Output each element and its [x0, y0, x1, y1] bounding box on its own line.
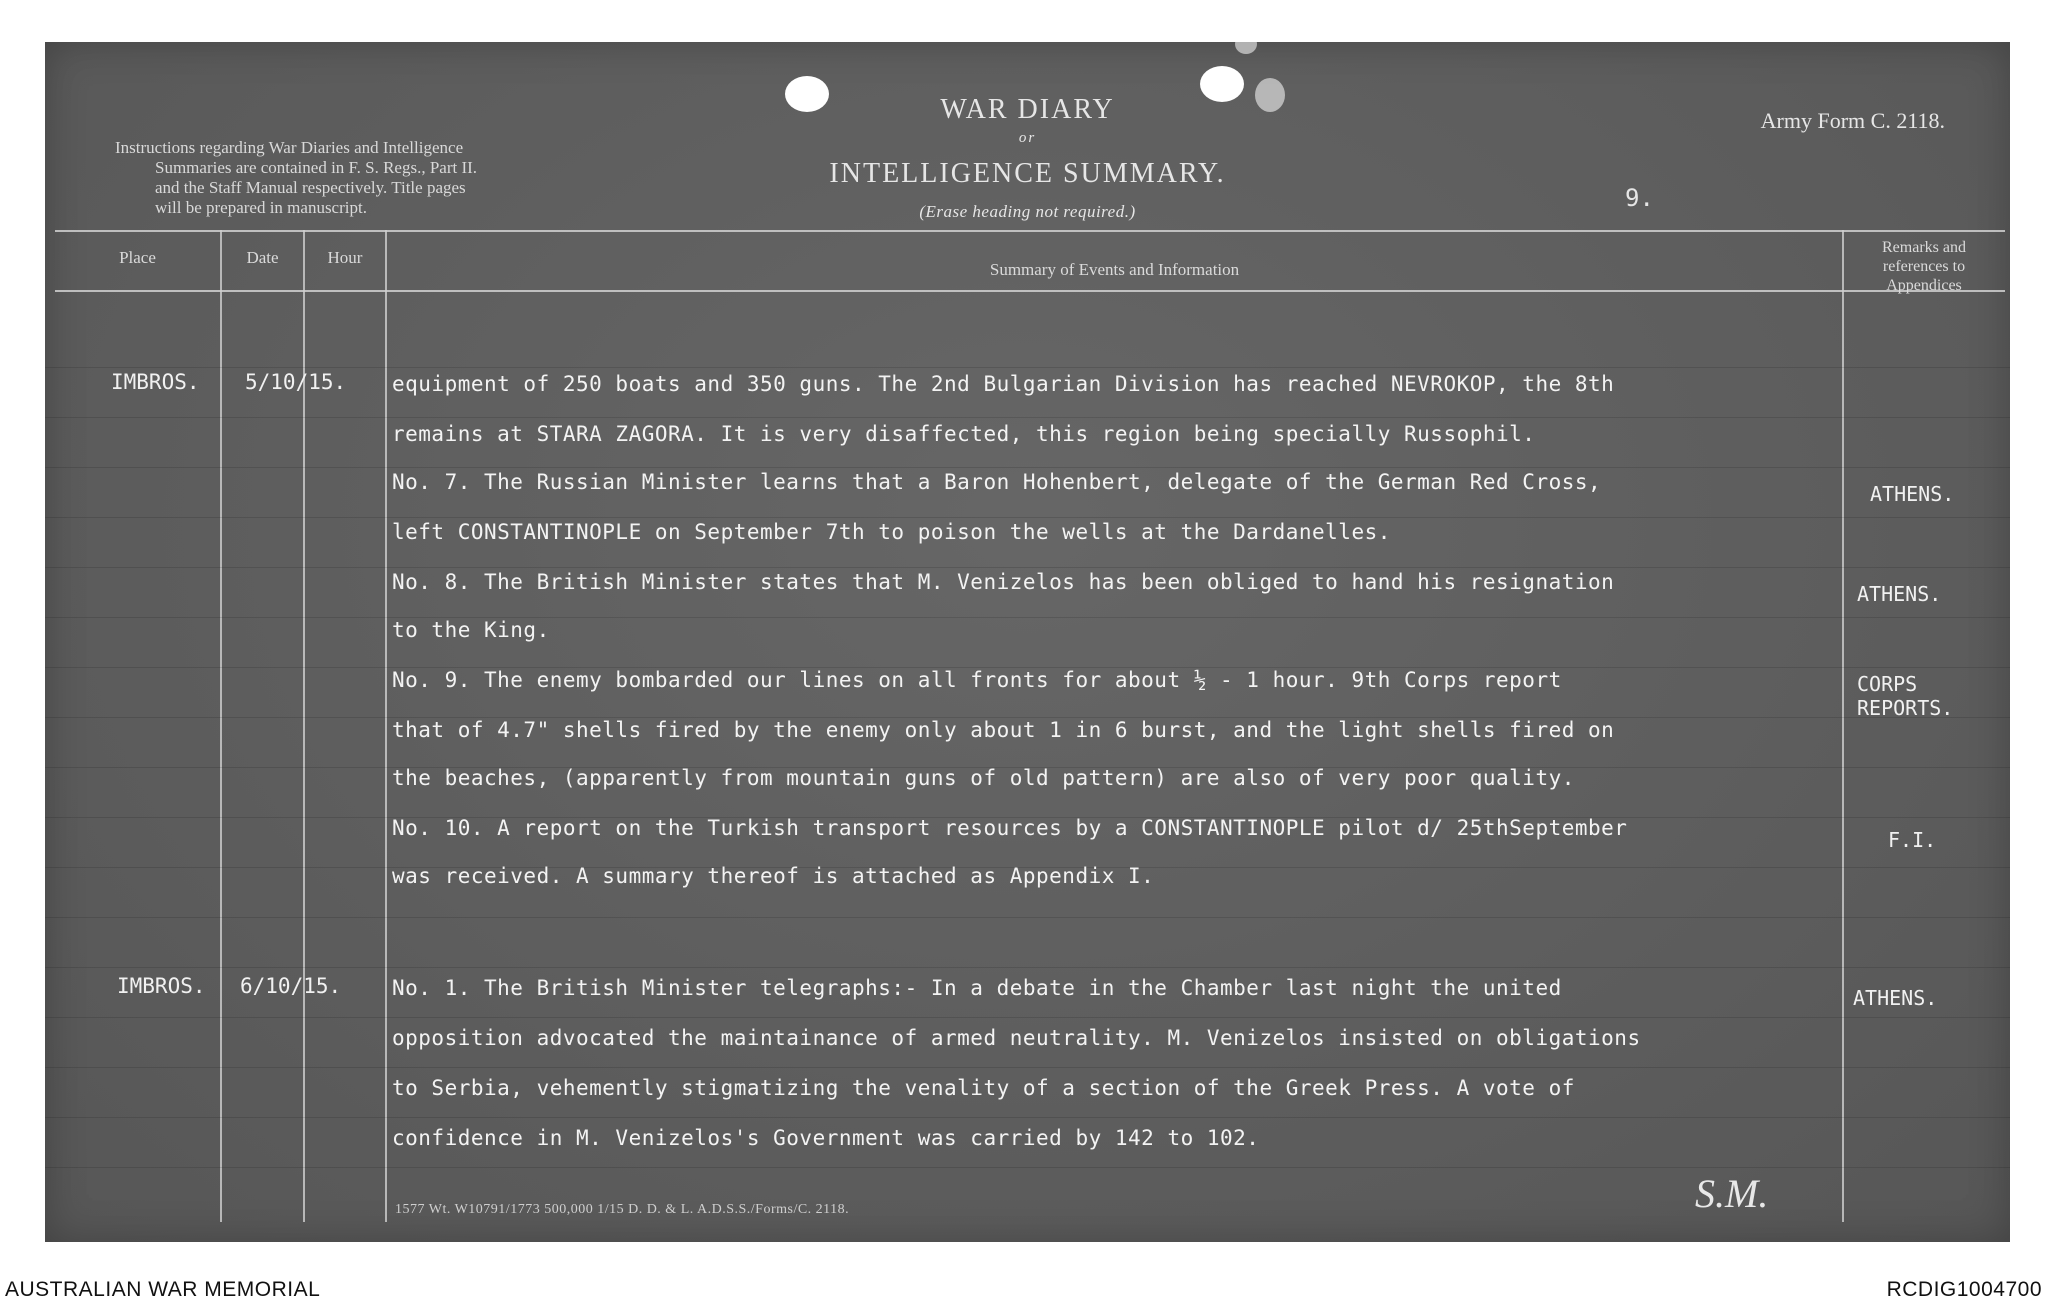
summary-line: No. 1. The British Minister telegraphs:- In a debate in the Chamber last night the united [392, 976, 1562, 1000]
table-top-rule [55, 230, 2005, 232]
col-remarks-line: Appendices [1886, 277, 1962, 294]
instructions-line: Instructions regarding War Diaries and Intelligence [115, 138, 464, 157]
title-note: (Erase heading not required.) [919, 202, 1136, 221]
instructions-line: Summaries are contained in F. S. Regs., Part II. [155, 158, 478, 177]
war-diary-sheet [45, 42, 2010, 1242]
col-date: Date [246, 248, 279, 267]
instructions-line: and the Staff Manual respectively. Title pages [155, 178, 466, 197]
remark-corps-reports: CORPS REPORTS. [1857, 672, 1954, 720]
remark-athens: ATHENS. [1857, 582, 1942, 606]
archive-id: RCDIG1004700 [1886, 1278, 2042, 1301]
form-print-code: 1577 Wt. W10791/1773 500,000 1/15 D. D. & L. A.D.S.S./Forms/C. 2118. [395, 1202, 850, 1217]
summary-line: that of 4.7" shells fired by the enemy only about 1 in 6 burst, and the light shells fired on [392, 718, 1615, 742]
remark-athens: ATHENS. [1870, 482, 1955, 506]
summary-line: left CONSTANTINOPLE on September 7th to poison the wells at the Dardanelles. [392, 520, 1391, 544]
summary-line: to the King. [392, 618, 550, 642]
title-war-diary: WAR DIARY [940, 94, 1115, 125]
summary-line: No. 7. The Russian Minister learns that a Baron Hohenbert, delegate of the German Red Cross, [392, 470, 1602, 494]
hour-summary-divider [385, 230, 387, 1222]
remark-athens: ATHENS. [1853, 986, 1938, 1010]
col-remarks [1844, 238, 2004, 295]
form-number: Army Form C. 2118. [1760, 108, 1945, 133]
summary-remarks-divider [1842, 230, 1844, 1222]
entry-date: 5/10/15. [245, 370, 347, 394]
remark-fi: F.I. [1888, 828, 1937, 852]
summary-line: to Serbia, vehemently stigmatizing the venality of a section of the Greek Press. A vote of [392, 1076, 1575, 1100]
archive-credit: AUSTRALIAN WAR MEMORIAL [5, 1278, 321, 1301]
summary-line: No. 8. The British Minister states that M. Venizelos has been obliged to hand his resignation [392, 570, 1615, 594]
col-remarks-line: references to [1882, 258, 1966, 275]
page-number: 9. [1625, 184, 1654, 212]
title-intelligence-summary: INTELLIGENCE SUMMARY. [829, 158, 1226, 189]
col-place: Place [119, 248, 156, 267]
col-remarks-line: Remarks and [1882, 239, 1966, 256]
summary-line: remains at STARA ZAGORA. It is very disaffected, this region being specially Russophil. [392, 422, 1536, 446]
col-hour: Hour [327, 248, 363, 267]
summary-line: was received. A summary thereof is attached as Appendix I. [392, 864, 1155, 888]
summary-line: confidence in M. Venizelos's Government was carried by 142 to 102. [392, 1126, 1260, 1150]
place-date-divider [220, 230, 222, 1222]
summary-line: equipment of 250 boats and 350 guns. The 2nd Bulgarian Division has reached NEVROKOP, the 8th [392, 372, 1615, 396]
entry-place: IMBROS. [111, 370, 200, 394]
instructions-line: will be prepared in manuscript. [155, 198, 367, 217]
table-header-rule [55, 290, 2005, 292]
signature-initials: S.M. [1695, 1171, 1769, 1216]
summary-line: No. 9. The enemy bombarded our lines on all fronts for about ½ - 1 hour. 9th Corps report [392, 668, 1562, 692]
punch-hole [1235, 34, 1257, 54]
summary-line: the beaches, (apparently from mountain guns of old pattern) are also of very poor quality. [392, 766, 1575, 790]
title-or: or [1018, 130, 1037, 146]
entry-date: 6/10/15. [240, 974, 342, 998]
col-summary: Summary of Events and Information [989, 260, 1240, 279]
summary-line: opposition advocated the maintainance of armed neutrality. M. Venizelos insisted on obligations [392, 1026, 1641, 1050]
entry-place: IMBROS. [117, 974, 206, 998]
summary-line: No. 10. A report on the Turkish transport resources by a CONSTANTINOPLE pilot d/ 25thSeptember [392, 816, 1628, 840]
